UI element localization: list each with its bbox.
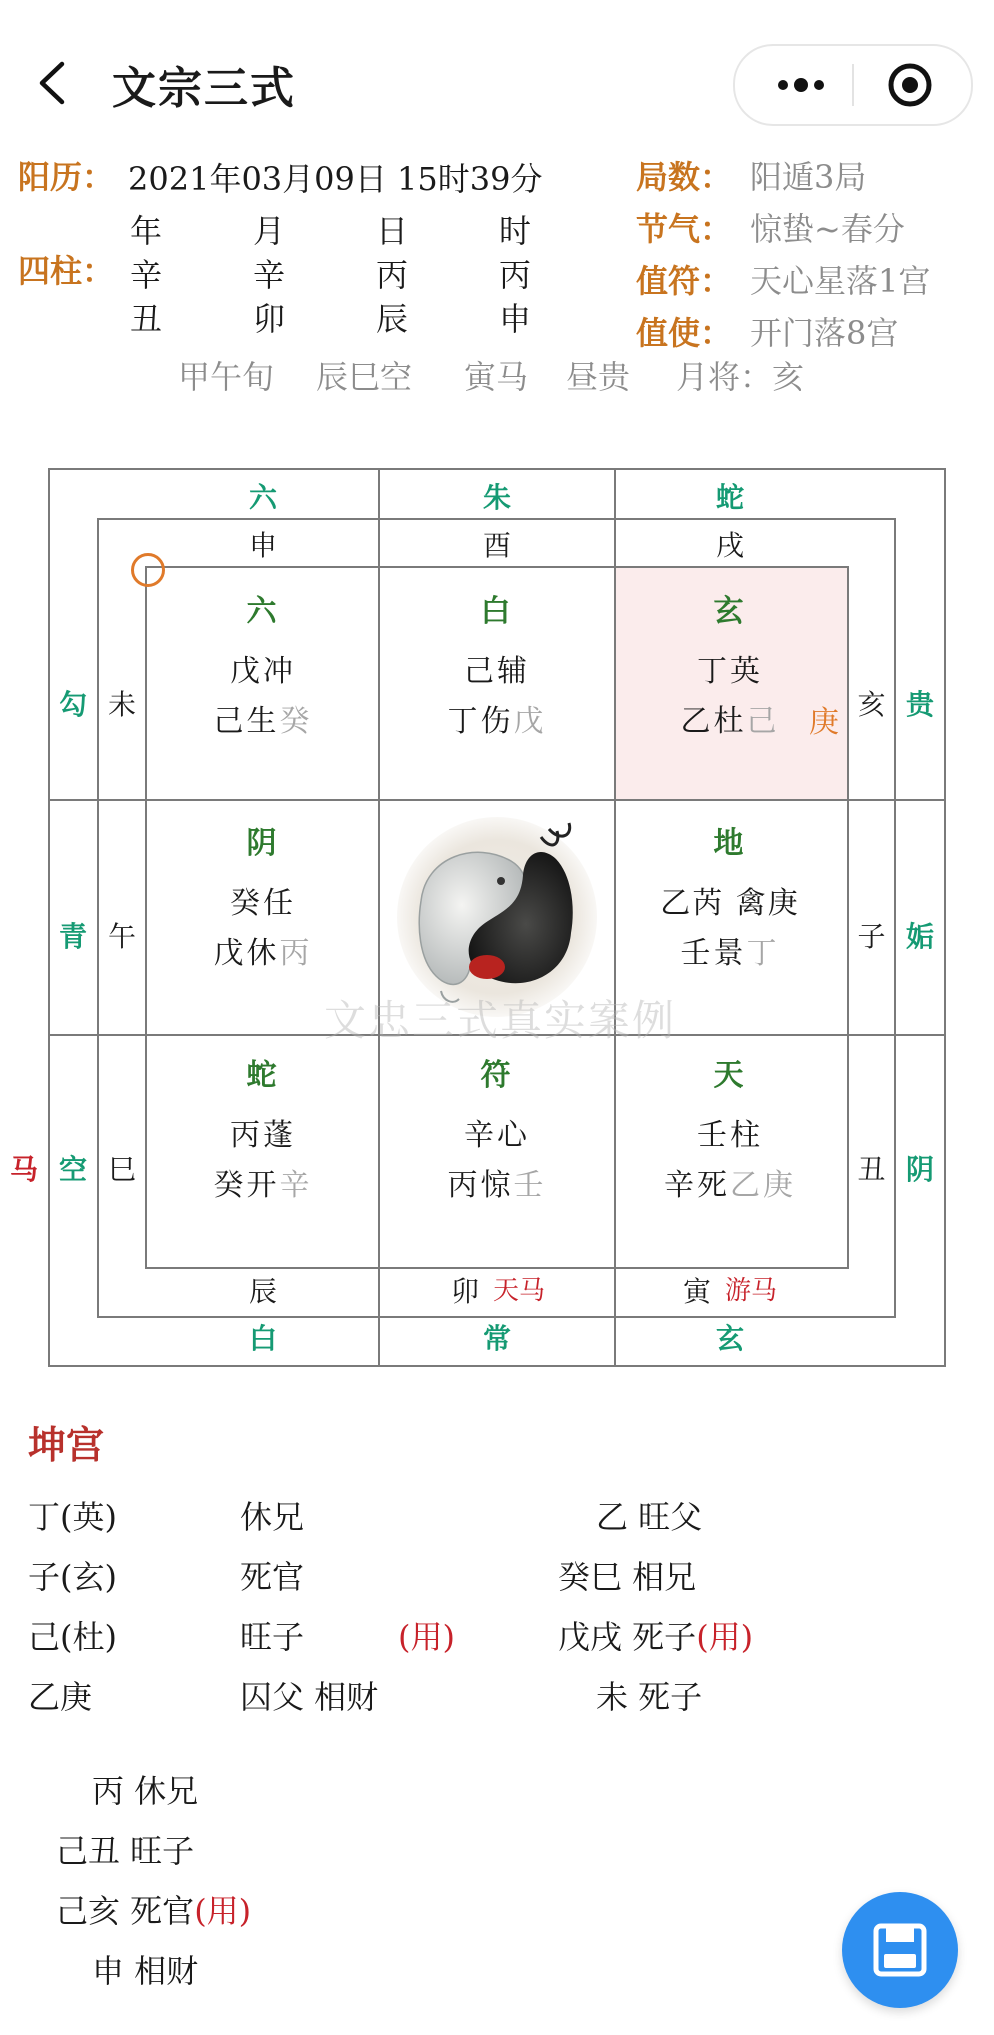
summary-yuejiang: 月将：亥 [676, 358, 805, 396]
jieqi-label: 节气： [636, 210, 733, 248]
inner-left-1: 未 [107, 688, 136, 721]
more-dots-icon [761, 58, 841, 112]
detail-r3-c1: 己(杜) [28, 1618, 117, 1656]
outer-top-2: 朱 [482, 481, 511, 514]
detail-r1-c2: 休兄 [240, 1498, 305, 1536]
palace-7-line1: 丙蓬 [230, 1118, 296, 1153]
detail-r3-yong1: (用) [398, 1618, 455, 1656]
extra-row-3: 己亥 死官(用) [56, 1892, 252, 1930]
palace-6-deity: 地 [713, 826, 747, 861]
palace-1-line2: 己生癸 [213, 704, 313, 739]
outer-bottom-3: 玄 [715, 1322, 744, 1355]
palace-9-deity: 天 [713, 1058, 747, 1093]
outer-top-3: 蛇 [715, 481, 744, 514]
pillar-branch-day: 辰 [375, 300, 408, 338]
inner-left-2: 午 [107, 920, 136, 953]
jieqi-value: 惊蛰~春分 [750, 210, 905, 248]
palace-7-line2: 癸开辛 [213, 1168, 313, 1203]
extra-row-1: 丙 休兄 [92, 1772, 199, 1810]
zhifu-label: 值符： [636, 262, 733, 300]
ju-value: 阳遁3局 [750, 158, 867, 196]
extra-row-4: 申 相财 [92, 1952, 199, 1990]
horse-marker: 马 [9, 1153, 38, 1186]
inner-top-3: 戌 [715, 529, 744, 562]
palace-1-line1: 戊冲 [230, 654, 296, 689]
ju-label: 局数： [636, 158, 733, 196]
tianma-label: 天马 [492, 1276, 545, 1306]
palace-6-line1: 乙芮 禽庚 [660, 886, 800, 921]
zhifu-value: 天心星落1宫 [750, 262, 931, 300]
inner-bottom-2: 卯 [450, 1275, 479, 1308]
palace-8-line2: 丙惊壬 [447, 1168, 547, 1203]
chevron-left-icon [30, 58, 80, 108]
detail-r2-c2: 死官 [240, 1558, 305, 1596]
detail-r1-c4: 乙 旺父 [596, 1498, 703, 1536]
inner-right-1: 亥 [857, 688, 886, 721]
inner-top-2: 酉 [482, 529, 511, 562]
close-miniprogram-button[interactable] [875, 58, 945, 112]
solar-date: 2021年03月09日 15时39分 [128, 160, 543, 198]
back-button[interactable] [30, 58, 80, 108]
palace-2-line1: 己辅 [464, 654, 530, 689]
palace-3-line1: 丁英 [697, 654, 763, 689]
palace-6-line2: 壬景丁 [680, 936, 780, 971]
outer-bottom-1: 白 [248, 1322, 277, 1355]
pillars-label: 四柱： [18, 252, 115, 290]
watermark: 文忠三式真实案例 [323, 996, 676, 1045]
outer-right-3: 阴 [905, 1153, 934, 1186]
pillar-stem-day: 丙 [375, 256, 408, 294]
palace-4-line2: 戊休丙 [213, 936, 313, 971]
solar-label: 阳历： [18, 158, 115, 196]
detail-r4-c4: 未 死子 [596, 1678, 703, 1716]
outer-bottom-2: 常 [482, 1322, 511, 1355]
palace-2-deity: 白 [480, 594, 514, 629]
palace-detail-title: 坤宫 [28, 1422, 105, 1467]
pillar-branch-hour: 申 [498, 300, 531, 338]
zhishi-label: 值使： [636, 314, 733, 352]
save-icon [842, 1892, 958, 2008]
capsule-divider [852, 64, 854, 106]
pillar-stem-month: 辛 [252, 256, 285, 294]
miniprogram-capsule [733, 44, 973, 126]
pillar-header-month: 月 [252, 212, 285, 250]
inner-top-1: 申 [248, 529, 277, 562]
palace-3-extra: 庚 [809, 705, 839, 740]
extra-row-2: 己丑 旺子 [56, 1832, 195, 1870]
marker-circle-icon [131, 553, 165, 587]
save-button[interactable] [842, 1892, 958, 2008]
outer-right-1: 贵 [905, 688, 934, 721]
page-title: 文宗三式 [112, 63, 296, 114]
inner-left-3: 巳 [107, 1153, 136, 1186]
palace-1-deity: 六 [246, 594, 280, 629]
outer-right-2: 姤 [905, 920, 934, 953]
palace-3-deity: 玄 [713, 594, 747, 629]
palace-4-deity: 阴 [246, 826, 280, 861]
pillar-stem-hour: 丙 [498, 256, 531, 294]
detail-r3-c2: 旺子 [240, 1618, 305, 1656]
detail-r3-c4: 戊戌 死子(用) [558, 1618, 754, 1656]
inner-bottom-1: 辰 [248, 1275, 277, 1308]
outer-left-3: 空 [58, 1153, 87, 1186]
more-button[interactable] [761, 58, 841, 112]
detail-r4-c2: 囚父 相财 [240, 1678, 379, 1716]
detail-r4-c1: 乙庚 [28, 1678, 93, 1716]
zhishi-value: 开门落8宫 [750, 314, 899, 352]
pillar-branch-month: 卯 [252, 300, 285, 338]
outer-left-1: 勾 [58, 688, 87, 721]
pillar-branch-year: 丑 [129, 300, 162, 338]
palace-8-line1: 辛心 [464, 1118, 530, 1153]
palace-2-line2: 丁伤戊 [447, 704, 547, 739]
target-icon [875, 58, 945, 112]
palace-7-deity: 蛇 [246, 1058, 280, 1093]
detail-r2-c4: 癸巳 相兄 [558, 1558, 697, 1596]
summary-xun: 甲午旬 [178, 358, 275, 396]
outer-left-2: 青 [58, 920, 87, 953]
palace-3-line2: 乙杜己 [680, 704, 780, 739]
pillar-stem-year: 辛 [129, 256, 162, 294]
inner-right-3: 丑 [857, 1153, 886, 1186]
summary-kong: 辰巳空 [316, 358, 413, 396]
pillar-header-hour: 时 [498, 212, 531, 250]
palace-9-line1: 壬柱 [697, 1118, 763, 1153]
pillar-header-year: 年 [129, 212, 162, 250]
detail-r2-c1: 子(玄) [28, 1558, 117, 1596]
detail-r1-c1: 丁(英) [28, 1498, 117, 1536]
palace-8-deity: 符 [480, 1058, 514, 1093]
palace-9-line2: 辛死乙庚 [664, 1168, 796, 1203]
summary-gui: 昼贵 [566, 358, 631, 396]
inner-bottom-3: 寅 [682, 1275, 711, 1308]
youma-label: 游马 [724, 1276, 777, 1306]
palace-4-line1: 癸任 [230, 886, 296, 921]
pillar-header-day: 日 [375, 212, 408, 250]
inner-right-2: 子 [857, 920, 886, 953]
outer-top-1: 六 [248, 481, 277, 514]
summary-ma: 寅马 [464, 358, 529, 396]
